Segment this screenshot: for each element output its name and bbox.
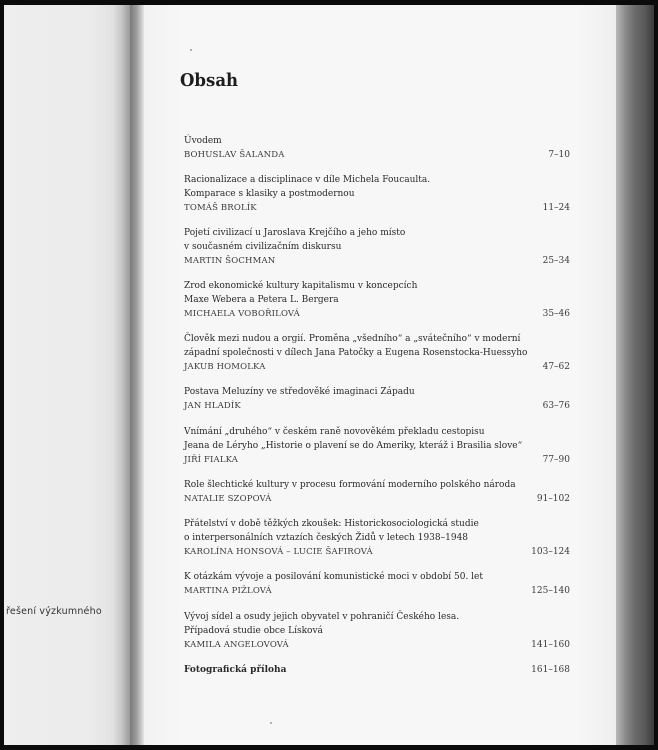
dust-speck xyxy=(270,722,272,724)
left-page-text-fragment: řešení výzkumného xyxy=(6,606,102,617)
toc-entry-title-line: Úvodem xyxy=(184,136,222,146)
toc-entry-page-range: 35–46 xyxy=(542,309,570,319)
toc-entry-title-line: Komparace s klasiky a postmodernou xyxy=(184,189,355,199)
toc-entry xyxy=(184,663,570,677)
toc-entry xyxy=(184,226,570,268)
toc-entry xyxy=(184,332,570,374)
toc-entry xyxy=(184,385,570,413)
book-gutter-shadow xyxy=(130,5,144,745)
toc-entry-author: JIŘÍ FIALKA xyxy=(184,455,239,465)
toc-entry-page-range: 161–168 xyxy=(531,665,570,675)
toc-title: Obsah xyxy=(180,70,239,91)
toc-entry xyxy=(184,517,570,559)
toc-entry-title-line: Pojetí civilizací u Jaroslava Krejčího a jeho místo xyxy=(184,228,406,238)
toc-entry-title-line: Případová studie obce Lísková xyxy=(184,626,323,636)
toc-entry-author: TOMÁŠ BROLÍK xyxy=(184,203,257,213)
toc-entry-title-line: K otázkám vývoje a posilování komunistické moci v období 50. let xyxy=(184,572,483,582)
toc-entry-author: MICHAELA VOBOŘILOVÁ xyxy=(184,309,300,319)
toc-entry-author: MARTINA PIŽLOVÁ xyxy=(184,586,272,596)
toc-entry xyxy=(184,478,570,506)
toc-entry-title-line: o interpersonálních vztazích českých Židů v letech 1938–1948 xyxy=(184,533,469,543)
dust-speck xyxy=(190,49,192,51)
toc-entry-author: KAMILA ANGELOVOVÁ xyxy=(184,640,289,650)
toc-entry xyxy=(184,134,570,162)
toc-entry-page-range: 11–24 xyxy=(542,203,570,213)
toc-entry-page-range: 7–10 xyxy=(548,150,570,160)
toc-entry-title-line: Postava Meluzíny ve středověké imaginaci Západu xyxy=(184,387,415,397)
toc-entry-title-line: Racionalizace a disciplinace v díle Michela Foucaulta. xyxy=(184,175,431,185)
toc-entry-title-line: Člověk mezi nudou a orgií. Proměna „všedního“ a „svátečního“ v moderní xyxy=(184,334,521,344)
toc-entry-author: NATALIE SZOPOVÁ xyxy=(184,494,272,504)
toc-entry-title-line: v současném civilizačním diskursu xyxy=(184,242,342,252)
toc-entry xyxy=(184,173,570,215)
page-edge-shadow xyxy=(616,5,654,745)
toc-entry xyxy=(184,425,570,467)
toc-entry-page-range: 63–76 xyxy=(542,401,570,411)
toc-entry xyxy=(184,570,570,598)
left-page xyxy=(4,5,130,745)
toc-entry-author: MARTIN ŠOCHMAN xyxy=(184,256,276,266)
toc-entry-title-line: Jeana de Léryho „Historie o plavení se do Ameriky, kteráž i Brasilia slove“ xyxy=(184,441,523,451)
toc-entry-page-range: 47–62 xyxy=(542,362,570,372)
toc-entry-page-range: 25–34 xyxy=(542,256,570,266)
toc-entry-page-range: 77–90 xyxy=(542,455,570,465)
toc-entry-title-line: Vnímání „druhého“ v českém raně novověkém překladu cestopisu xyxy=(184,427,485,437)
toc-entry-page-range: 103–124 xyxy=(531,547,570,557)
toc-entry-title-line: Přátelství v době těžkých zkoušek: Historickosociologická studie xyxy=(184,519,479,529)
toc-entry-page-range: 141–160 xyxy=(531,640,570,650)
toc-entry-author: KAROLÍNA HONSOVÁ – LUCIE ŠAFIROVÁ xyxy=(184,547,373,557)
toc-entry-author: JAKUB HOMOLKA xyxy=(184,362,266,372)
toc-entry-page-range: 91–102 xyxy=(536,494,570,504)
toc-entry-title-line: Fotografická příloha xyxy=(184,665,287,675)
toc-entry-title-line: západní společnosti v dílech Jana Patočky a Eugena Rosenstocka-Huessyho xyxy=(184,348,528,358)
toc-entry-author: JAN HLADÍK xyxy=(184,401,241,411)
toc-entry xyxy=(184,610,570,652)
toc-entry-title-line: Vývoj sídel a osudy jejich obyvatel v pohraničí Českého lesa. xyxy=(184,612,460,622)
toc-entry-title-line: Role šlechtické kultury v procesu formování moderního polského národa xyxy=(184,480,516,490)
toc-entry-page-range: 125–140 xyxy=(531,586,570,596)
toc-entry-title-line: Maxe Webera a Petera L. Bergera xyxy=(184,295,339,305)
toc-entry-title-line: Zrod ekonomické kultury kapitalismu v koncepcích xyxy=(184,281,418,291)
toc-entry xyxy=(184,279,570,321)
toc-entry-author: BOHUSLAV ŠALANDA xyxy=(184,150,285,160)
